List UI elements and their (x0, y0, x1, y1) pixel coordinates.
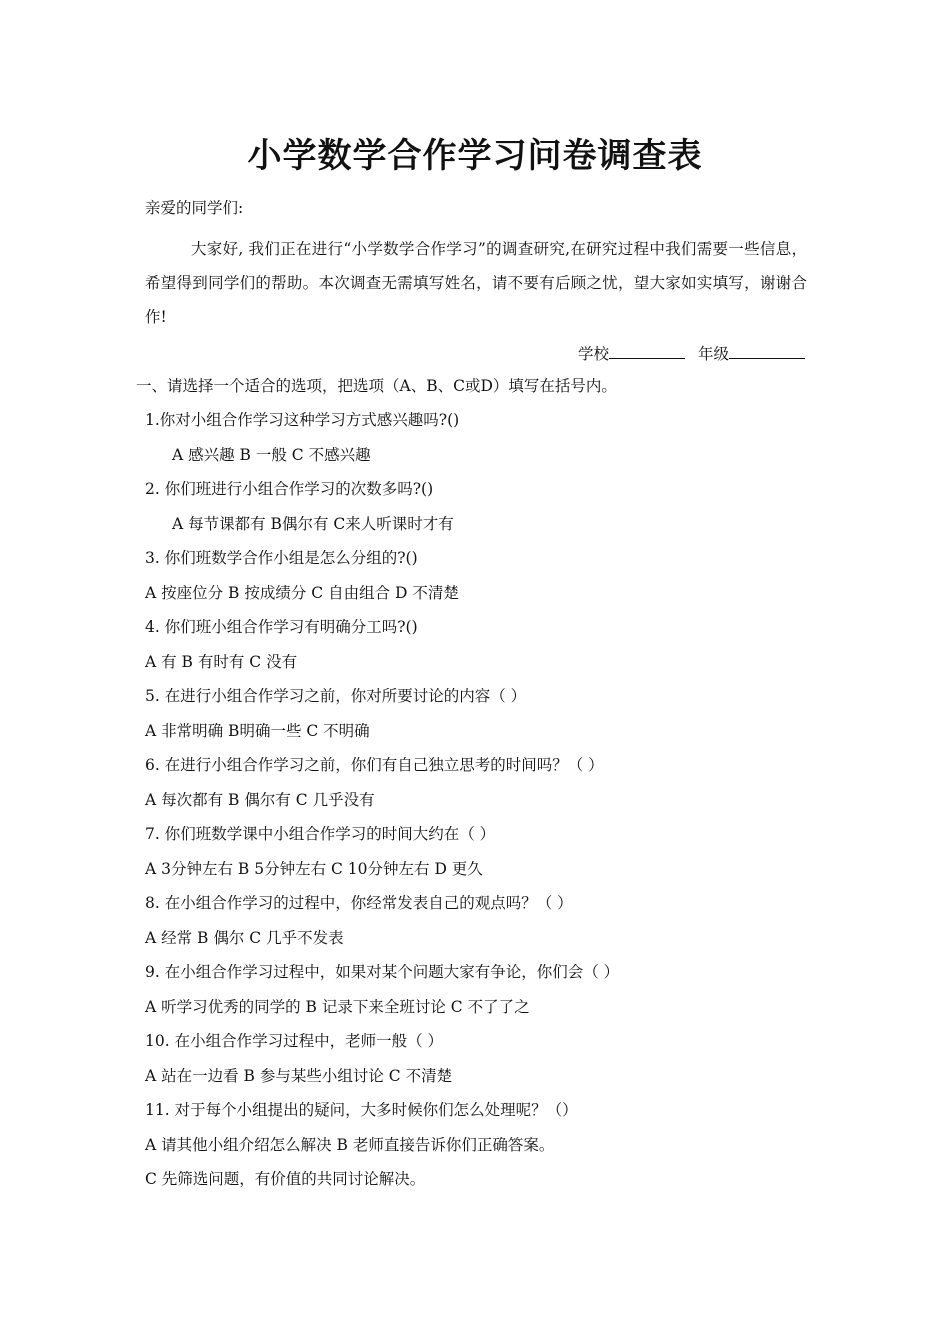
question-5: 5. 在进行小组合作学习之前，你对所要讨论的内容（ ） (145, 687, 527, 705)
question-10-options: A 站在一边看 B 参与某些小组讨论 C 不清楚 (145, 1067, 453, 1085)
school-blank-field[interactable] (609, 342, 685, 359)
question-11-options-ab: A 请其他小组介绍怎么解决 B 老师直接告诉你们正确答案。 (145, 1136, 555, 1154)
question-10: 10. 在小组合作学习过程中，老师一般（ ） (145, 1032, 444, 1050)
question-1: 1.你对小组合作学习这种学习方式感兴趣吗?() (145, 411, 460, 429)
question-11-options-c: C 先筛选问题，有价值的共同讨论解决。 (145, 1170, 426, 1188)
question-4: 4. 你们班小组合作学习有明确分工吗?() (145, 618, 418, 636)
question-9-options: A 听学习优秀的同学的 B 记录下来全班讨论 C 不了了之 (145, 998, 530, 1016)
grade-blank-field[interactable] (729, 342, 805, 359)
question-7-options: A 3分钟左右 B 5分钟左右 C 10分钟左右 D 更久 (145, 860, 483, 878)
greeting: 亲爱的同学们: (145, 199, 244, 217)
grade-label: 年级 (697, 345, 729, 363)
question-1-options: A 感兴趣 B 一般 C 不感兴趣 (172, 446, 371, 464)
question-9: 9. 在小组合作学习过程中，如果对某个问题大家有争论，你们会（ ） (145, 963, 620, 981)
school-label: 学校 (578, 345, 610, 363)
section-heading: 一、请选择一个适合的选项，把选项（A、B、C或D）填写在括号内。 (136, 377, 617, 395)
question-11: 11. 对于每个小组提出的疑问，大多时候你们怎么处理呢？（） (145, 1101, 578, 1119)
question-6-options: A 每次都有 B 偶尔有 C 几乎没有 (145, 791, 375, 809)
question-3-options: A 按座位分 B 按成绩分 C 自由组合 D 不清楚 (145, 584, 459, 602)
question-4-options: A 有 B 有时有 C 没有 (145, 653, 298, 671)
question-3: 3. 你们班数学合作小组是怎么分组的?() (145, 549, 418, 567)
question-8-options: A 经常 B 偶尔 C 几乎不发表 (145, 929, 344, 947)
question-8: 8. 在小组合作学习的过程中，你经常发表自己的观点吗？（ ） (145, 894, 573, 912)
question-7: 7. 你们班数学课中小组合作学习的时间大约在（ ） (145, 825, 496, 843)
intro-paragraph: 大家好, 我们正在进行“小学数学合作学习”的调查研究,在研究过程中我们需要一些信息，希望得到同学们的帮助。本次调查无需填写姓名，请不要有后顾之忧，望大家如实填写，谢谢合作! (145, 240, 807, 326)
question-2-options: A 每节课都有 B偶尔有 C来人听课时才有 (172, 515, 454, 533)
question-5-options: A 非常明确 B明确一些 C 不明确 (145, 722, 370, 740)
question-2: 2. 你们班进行小组合作学习的次数多吗?() (145, 480, 434, 498)
question-6: 6. 在进行小组合作学习之前，你们有自己独立思考的时间吗？（ ） (145, 756, 604, 774)
page-title: 小学数学合作学习问卷调查表 (247, 136, 703, 176)
school-grade-fields (578, 342, 805, 364)
